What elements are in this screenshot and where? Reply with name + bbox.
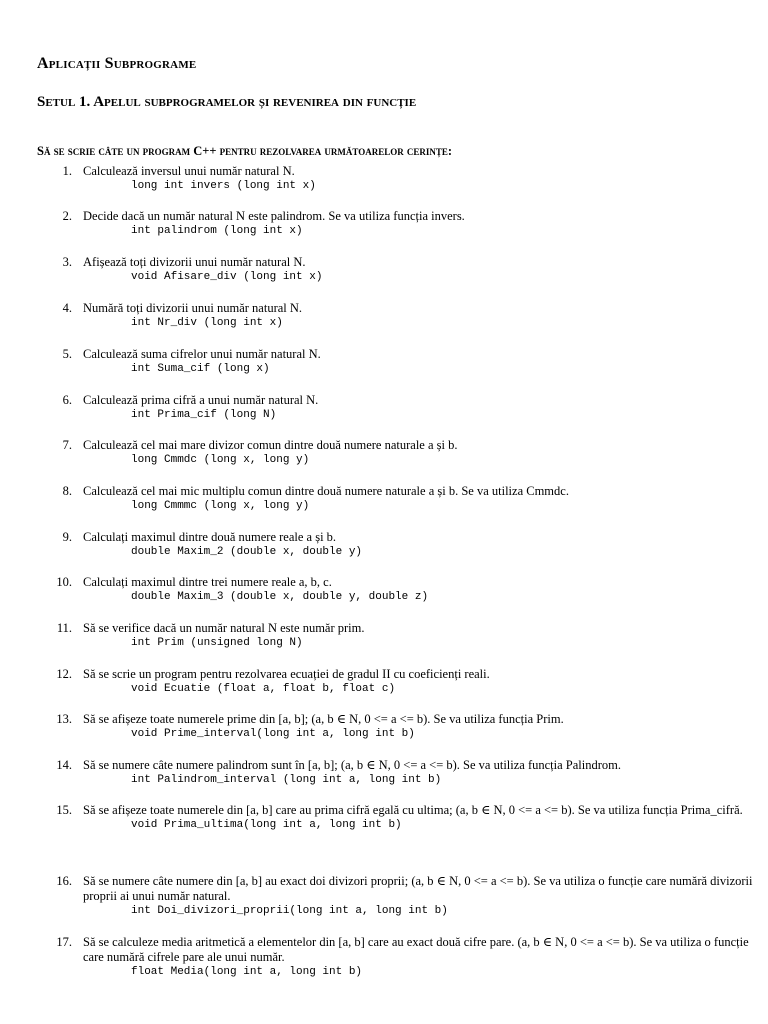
exercise-text [83, 758, 763, 787]
exercise-number: 12. [56, 667, 72, 681]
exercise-number: 9. [62, 530, 72, 544]
exercise-number: 5. [62, 347, 72, 361]
function-signature: int Palindrom_interval (long int a, long int b) [131, 774, 442, 786]
exercise-description: Calculați maximul dintre trei numere reale a, b, c. [83, 575, 332, 589]
exercise-description: Să se calculeze media aritmetică a elementelor din [a, b] care au exact două cifre pare. (a, b ∈ N, 0 <= a <= b). Se va utiliza o funcție care numără cifrele pare ale unui număr. [83, 935, 749, 964]
exercise-text [83, 935, 763, 979]
function-signature: int Prima_cif (long N) [131, 409, 277, 421]
function-signature: void Afisare_div (long int x) [131, 271, 323, 283]
function-signature: double Maxim_3 (double x, double y, double z) [131, 591, 429, 603]
exercise-description: Calculează suma cifrelor unui număr natural N. [83, 347, 321, 361]
function-signature: int Doi_divizori_proprii(long int a, long int b) [131, 905, 448, 917]
exercise-text [83, 621, 763, 650]
exercise-description: Să se verifice dacă un număr natural N este număr prim. [83, 621, 365, 635]
function-signature: void Prime_interval(long int a, long int b) [131, 728, 415, 740]
exercise-description: Să se numere câte numere palindrom sunt în [a, b]; (a, b ∈ N, 0 <= a <= b). Se va utiliza funcția Palindrom. [83, 758, 622, 772]
exercise-description: Să se afișeze toate numerele prime din [a, b]; (a, b ∈ N, 0 <= a <= b). Se va utiliza funcția Prim. [83, 712, 564, 726]
exercise-number: 11. [56, 621, 72, 635]
function-signature: double Maxim_2 (double x, double y) [131, 546, 363, 558]
function-signature: long int invers (long int x) [131, 180, 316, 192]
function-signature: int Suma_cif (long x) [131, 363, 270, 375]
exercise-number: 2. [62, 209, 72, 223]
exercise-text [83, 874, 763, 918]
exercise-text [83, 301, 763, 330]
exercise-text [83, 530, 763, 559]
exercise-description: Calculează inversul unui număr natural N. [83, 164, 295, 178]
exercise-text [83, 667, 763, 696]
exercise-description: Afișează toți divizorii unui număr natural N. [83, 255, 306, 269]
exercise-number: 10. [56, 575, 72, 589]
exercise-text [83, 438, 763, 467]
function-signature: int Prim (unsigned long N) [131, 637, 303, 649]
section-heading: Setul 1. Apelul subprogramelor și revenirea din funcție [37, 94, 417, 110]
exercise-number: 6. [62, 393, 72, 407]
function-signature: float Media(long int a, long int b) [131, 966, 363, 978]
exercise-text [83, 712, 763, 741]
exercise-description: Decide dacă un număr natural N este palindrom. Se va utiliza funcția invers. [83, 209, 465, 223]
exercise-text [83, 484, 763, 513]
document-title: Aplicații Subprograme [37, 55, 197, 72]
exercise-text [83, 393, 763, 422]
exercise-text [83, 209, 763, 238]
function-signature: void Prima_ultima(long int a, long int b) [131, 819, 402, 831]
exercise-text [83, 803, 763, 832]
function-signature: long Cmmmc (long x, long y) [131, 500, 310, 512]
function-signature: int Nr_div (long int x) [131, 317, 283, 329]
exercise-description: Să se afișeze toate numerele din [a, b] care au prima cifră egală cu ultima; (a, b ∈ N, 0 <= a <= b). Se va utiliza funcția Prima_cifră. [83, 803, 743, 817]
function-signature: void Ecuatie (float a, float b, float c) [131, 683, 396, 695]
exercise-text [83, 255, 763, 284]
exercise-number: 16. [56, 874, 72, 888]
exercise-description: Să se numere câte numere din [a, b] au exact doi divizori proprii; (a, b ∈ N, 0 <= a <= b). Se va utiliza o funcție care numără divizorii proprii ai unui număr natural. [83, 874, 753, 903]
function-signature: int palindrom (long int x) [131, 225, 303, 237]
function-signature: long Cmmdc (long x, long y) [131, 454, 310, 466]
instruction-line: Să se scrie câte un program C++ pentru rezolvarea următoarelor cerințe: [37, 144, 453, 158]
exercise-text [83, 347, 763, 376]
exercise-number: 3. [62, 255, 72, 269]
exercise-description: Calculați maximul dintre două numere reale a și b. [83, 530, 337, 544]
exercise-number: 15. [56, 803, 72, 817]
exercise-number: 17. [56, 935, 72, 949]
exercise-description: Calculează cel mai mic multiplu comun dintre două numere naturale a și b. Se va utiliza Cmmdc. [83, 484, 569, 498]
exercise-number: 7. [62, 438, 72, 452]
exercise-number: 4. [62, 301, 72, 315]
exercise-number: 8. [62, 484, 72, 498]
exercise-number: 1. [62, 164, 72, 178]
exercise-description: Calculează prima cifră a unui număr natural N. [83, 393, 319, 407]
exercise-description: Să se scrie un program pentru rezolvarea ecuației de gradul II cu coeficienți reali. [83, 667, 490, 681]
exercise-text [83, 164, 763, 193]
exercise-number: 13. [56, 712, 72, 726]
exercise-description: Calculează cel mai mare divizor comun dintre două numere naturale a și b. [83, 438, 458, 452]
exercise-text [83, 575, 763, 604]
exercise-description: Numără toți divizorii unui număr natural N. [83, 301, 303, 315]
exercise-number: 14. [56, 758, 72, 772]
